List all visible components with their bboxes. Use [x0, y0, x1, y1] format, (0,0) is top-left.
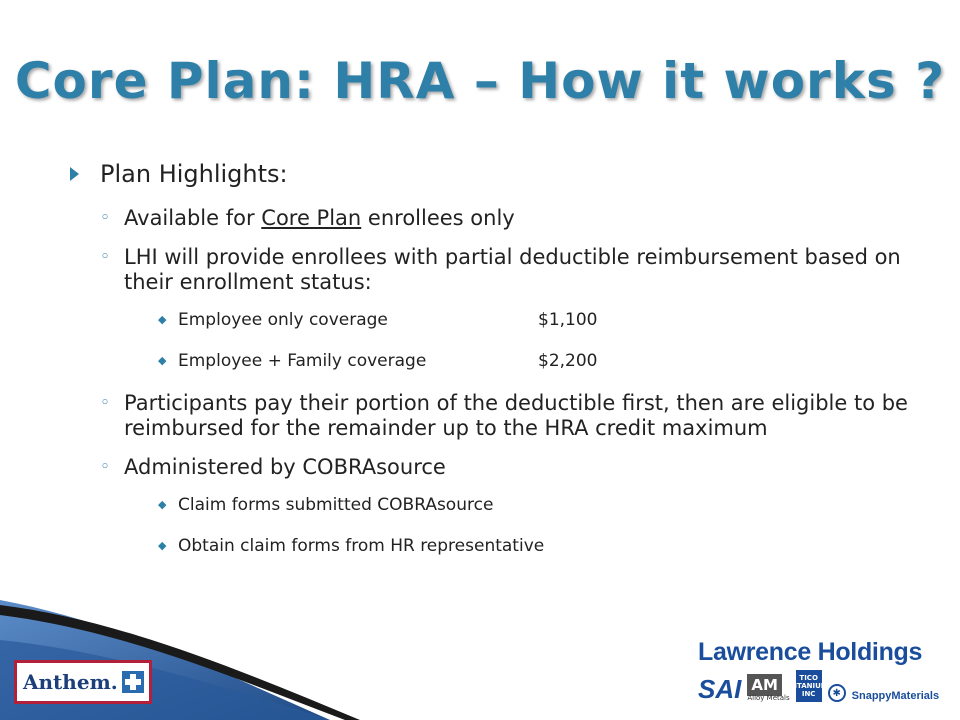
tico-top: TICO	[799, 674, 818, 682]
coverage-label: Employee only coverage	[178, 310, 388, 330]
slide-content	[70, 160, 930, 576]
sai-logo: SAI	[698, 674, 742, 704]
bullet-administered	[70, 455, 930, 480]
am-subtitle: Alloy Metals	[747, 694, 790, 702]
snappy-materials-logo: SnappyMaterials	[851, 690, 940, 702]
admin-detail-text: Obtain claim forms from HR representative	[178, 536, 545, 556]
coverage-amount: $1,100	[538, 310, 598, 330]
am-mark: AM	[747, 674, 782, 696]
anthem-wordmark: Anthem.	[23, 670, 118, 694]
anthem-logo	[14, 660, 152, 704]
diamond-bullet-icon: ◆	[158, 354, 167, 367]
reimbursement-text: LHI will provide enrollees with partial deductible reimbursement based on their enrollment status:	[124, 245, 901, 294]
tico-bot: INC	[801, 690, 816, 698]
circle-bullet-icon: ◦	[100, 457, 111, 477]
tico-logo	[789, 670, 828, 702]
admin-detail-text: Claim forms submitted COBRAsource	[178, 495, 494, 515]
circle-bullet-icon: ◦	[100, 208, 111, 228]
lawrence-holdings-logo: Lawrence Holdings	[698, 638, 923, 666]
administered-text: Administered by COBRAsource	[124, 455, 446, 479]
admin-detail-row	[70, 494, 930, 516]
circle-bullet-icon: ◦	[100, 393, 111, 413]
diamond-bullet-icon: ◆	[158, 539, 167, 552]
bullet-participants	[70, 391, 930, 441]
triangle-bullet-icon	[70, 167, 79, 181]
subsidiary-logos	[698, 670, 939, 702]
tico-mid: TITANIUM	[789, 682, 828, 690]
coverage-row	[70, 309, 930, 331]
diamond-bullet-icon: ◆	[158, 498, 167, 511]
circle-bullet-icon: ◦	[100, 247, 111, 267]
coverage-amount: $2,200	[538, 351, 598, 371]
admin-detail-row	[70, 535, 930, 557]
diamond-bullet-icon: ◆	[158, 313, 167, 326]
coverage-row	[70, 350, 930, 372]
coverage-label: Employee + Family coverage	[178, 351, 427, 371]
snappy-emblem-icon: ✱	[828, 684, 846, 702]
alloy-metals-logo	[747, 675, 789, 702]
heading-text: Plan Highlights:	[100, 160, 288, 188]
availability-post: enrollees only	[361, 206, 515, 230]
bullet-reimbursement	[70, 245, 930, 295]
bullet-availability	[70, 206, 930, 231]
core-plan-link[interactable]: Core Plan	[261, 206, 362, 230]
slide-title: Core Plan: HRA – How it works ?	[14, 52, 946, 110]
availability-pre: Available for	[124, 206, 262, 230]
blue-cross-icon	[122, 671, 144, 693]
plan-highlights-heading	[70, 160, 930, 188]
participants-text: Participants pay their portion of the deductible first, then are eligible to be reimbursed for the remainder up to the HRA credit maximum	[124, 391, 908, 440]
